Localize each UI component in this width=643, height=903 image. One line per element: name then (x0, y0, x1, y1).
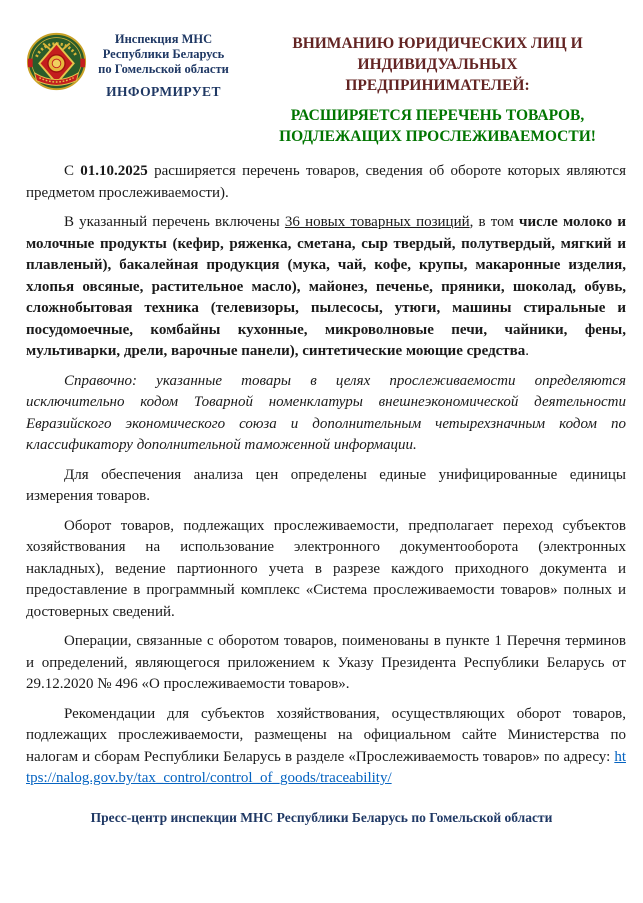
text-run: , в том (469, 214, 519, 230)
text-run: расширяется перечень товаров, сведения об обороте которых являются предметом прослеживаемости). (26, 163, 626, 201)
title-line: Инспекция МНС (114, 32, 213, 46)
text-run: Операции, связанные с оборотом товаров, поименованы в пункте 1 Перечня терминов и определений, являющегося приложением к Указу Президента Республики Беларусь от 29.12.2020 № 496 «О прослеживаемости товаров». (26, 633, 626, 692)
paragraph (26, 161, 626, 204)
text-run: Рекомендации для субъектов хозяйствования, осуществляющих оборот товаров, подлежащих прослеживаемости, размещены на официальном сайте Министерства по налогам и сборам Республики Беларусь в разделе «Прослеживаемость товаров» по адресу: (26, 705, 626, 765)
mns-emblem-icon (26, 31, 87, 92)
agency-name-lines (87, 32, 240, 77)
agency-brand-block (26, 30, 240, 147)
text-run: Для обеспечения анализа цен определены единые унифицированные единицы измерения товаров. (26, 466, 626, 504)
announcement-titles (240, 30, 635, 147)
text-run: Справочно: указанные товары в целях прослеживаемости определяются исключительно кодом Товарной номенклатуры внешнеэкономической деятельности Евразийского экономического союза и дополнительным четырехзначным кодом по классификатору дополнительной таможенной информации. (26, 372, 626, 453)
paragraph (26, 704, 626, 790)
paragraph (26, 631, 626, 696)
title-line: РАСШИРЯЕТСЯ ПЕРЕЧЕНЬ ТОВАРОВ, (290, 107, 585, 124)
text-run: Оборот товаров, подлежащих прослеживаемости, предполагает переход субъектов хозяйствования на использование электронного документооборота (электронных накладных), ведение партионного учета в разрезе каждого приходного документа и предоставление в программный комплекс «Система прослеживаемости товаров» полных и достоверных сведений. (26, 517, 626, 620)
informs-label: ИНФОРМИРУЕТ (106, 84, 221, 99)
agency-name-block (87, 30, 240, 99)
text-run: С (64, 163, 81, 179)
title-line: Республики Беларусь (102, 47, 225, 61)
text-run: . (525, 343, 530, 359)
title-line: по Гомельской области (98, 62, 229, 76)
text-run: числе молоко и молочные продукты (кефир, ряженка, сметана, сыр твердый, полутвердый, мягкий и плавленый), бакалейная продукция (мука, чай, кофе, крупы, макаронные изделия, хлопья овсяные, растительное масло), майонез, печенье, пряники, шоколад, обувь, сложнобытовая техника (телевизоры, пылесосы, утюги, машины стиральные и посудомоечные, комбайны кухонные, микроволновые печи, чайники, фены, мультиварки, дрели, варочные панели), синтетические моющие средства (26, 214, 626, 359)
paragraph (26, 371, 626, 457)
text-run: 36 новых товарных позиций (284, 214, 470, 230)
title-line: ВНИМАНИЮ ЮРИДИЧЕСКИХ ЛИЦ И (292, 35, 583, 52)
title-line: ПРЕДПРИНИМАТЕЛЕЙ: (345, 77, 530, 94)
title-line: ИНДИВИДУАЛЬНЫХ (357, 56, 518, 73)
document-body (0, 147, 643, 790)
text-run: 01.10.2025 (80, 163, 148, 179)
document-header (0, 0, 643, 147)
attention-title (240, 33, 635, 96)
title-line: ПОДЛЕЖАЩИХ ПРОСЛЕЖИВАЕМОСТИ! (279, 128, 596, 145)
text-run: В указанный перечень включены (64, 214, 285, 230)
paragraph (26, 465, 626, 508)
expansion-title (240, 105, 635, 147)
paragraph (26, 212, 626, 363)
press-center-footer: Пресс-центр инспекции МНС Республики Беларусь по Гомельской области (90, 810, 553, 825)
paragraph (26, 516, 626, 624)
traceability-link[interactable]: https://nalog.gov.by/tax_control/control_of_goods/traceability/ (26, 748, 626, 786)
